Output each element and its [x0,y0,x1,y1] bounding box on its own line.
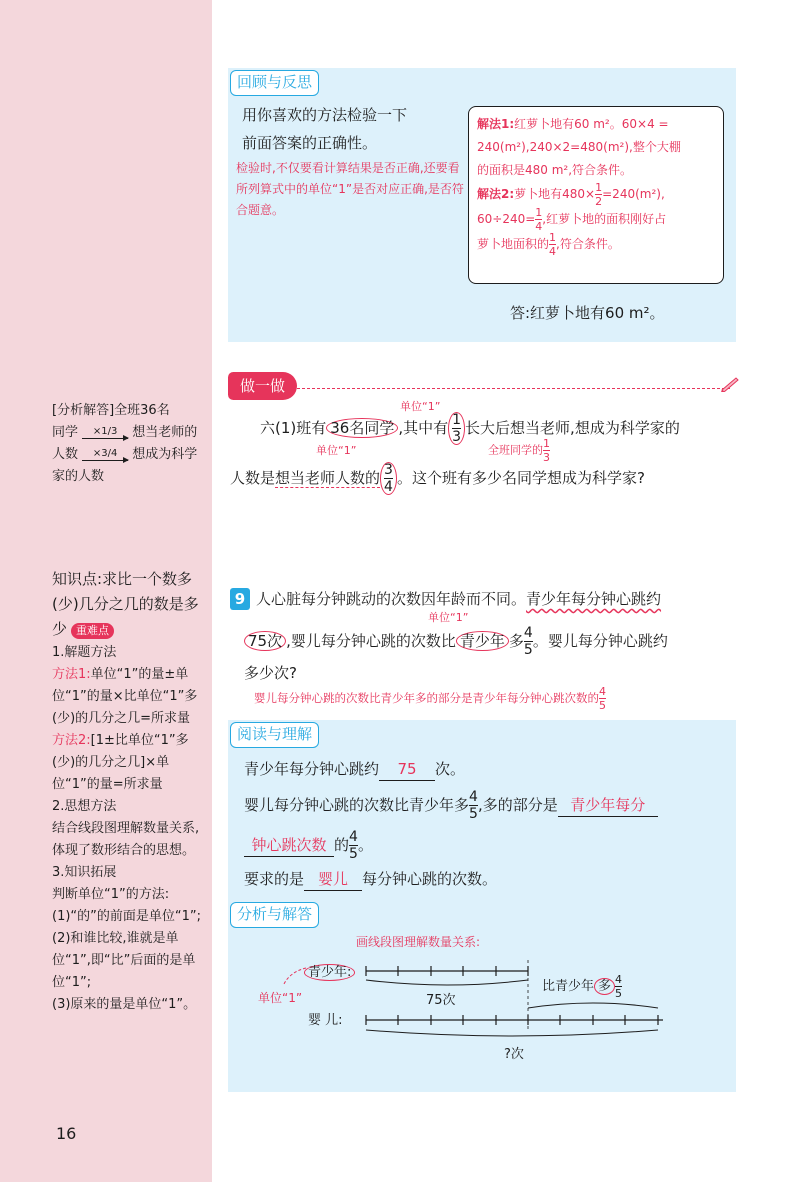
knowledge-title: 知识点:求比一个数多(少)几分之几的数是多少 [52,570,199,638]
fraction: $\frac{4}{5}$ [469,789,478,822]
knowledge-point-panel: 知识点:求比一个数多(少)几分之几的数是多少 重难点 1.解题方法 方法1:单位“1”的量±单位“1”的量×比单位“1”多(少)的几分之几=所求量 方法2:[1±比单位“1”多(少)的几分之几]×单位“1”的量=所求量 2.思想方法 结合线段图理解数量关系,体现了数形结合的思想。 3.知识拓展 判断单位“1”的方法: (1)“的”的前面是单位“1”; (2)和谁比较,谁就是单位“1”,即“比”后面的是单位“1”; (3)原来的量是单位“1”。 [52,567,204,1016]
baby-label: 婴 儿: [308,1013,343,1028]
sidebar-analysis: [分析解答]全班36名 同学 ×1/3 想当老师的 人数 ×3/4 想成为科学 家的人数 [52,403,198,484]
answer-blank: 婴儿 [304,868,362,891]
solution-box: 解法1:红萝卜地有60 m²。60×4 = 240(m²),240×2=480(m²),整个大棚 的面积是480 m²,符合条件。 解法2:萝卜地有480× $\frac{1}{2}$ =240(m²), 60÷240= $\frac{1}{4}$ ,红萝卜地的面积刚好占 萝卜地面积的 $\frac{1}{4}$ ,符合条件。 [468,106,724,284]
reading-line4: 要求的是 婴儿 每分钟心跳的次数。 [244,868,497,891]
fraction: $\frac{1}{2}$ [595,181,603,208]
unit-note-top: 单位“1” [400,400,441,413]
multiply-arrow: ×1/3 [82,426,128,439]
practice-tag: 做一做 [228,372,297,400]
analysis-tag: [分析解答] [52,403,115,418]
answer-blank: 75 [379,758,435,781]
practice-divider [282,388,730,389]
fraction: $\frac{1}{4}$ [549,231,557,258]
review-note: 检验时,不仅要看计算结果是否正确,还要看所列算式中的单位“1”是否对应正确,是否符合题意。 [236,161,464,217]
practice-line2: 人数是想当老师人数的 $\frac{3}{4}$ 。这个班有多少名同学想成为科学家? [230,462,645,495]
review-line2: 前面答案的正确性。 [242,134,378,152]
diagram-title: 画线段图理解数量关系: [356,935,481,949]
reading-tag: 阅读与理解 [230,722,319,748]
analysis-tag: 分析与解答 [230,902,319,928]
teen-label: 青少年: [304,962,355,984]
teen-value: 75次 [426,993,456,1008]
reading-line3: 钟心跳次数 的 $\frac{4}{5}$ 。 [244,830,373,861]
review-tag: 回顾与反思 [230,70,319,96]
extension-title: 3.知识拓展 [52,865,117,880]
whole-class-note: 全班同学的 $\frac{1}{3}$ [488,437,550,464]
thinking-title: 2.思想方法 [52,799,117,814]
reading-line1: 青少年每分钟心跳约 75 次。 [244,758,465,781]
reading-line2: 婴儿每分钟心跳的次数比青少年多 $\frac{4}{5}$ ,多的部分是 青少年每分 [244,790,734,821]
question-9-line2: 75次 ,婴儿每分钟心跳的次数比 青少年 多 $\frac{4}{5}$ 。婴儿每分钟心跳约 [244,626,744,657]
unit-note-q9: 单位“1” [428,611,469,624]
fraction: $\frac{1}{3}$ [448,412,465,445]
fraction: $\frac{4}{5}$ [349,829,358,862]
question-9-line3: 多少次? [244,664,297,682]
practice-line1: 六(1)班有 36名同学 ,其中有 $\frac{1}{3}$ 长大后想当老师,想成为科学家的 [260,412,680,445]
review-line1: 用你喜欢的方法检验一下 [242,106,408,124]
unit-note-left: 单位“1” [316,444,357,457]
more-label: 比青少年 多 $\frac{4}{5}$ [542,973,623,1000]
fraction: $\frac{3}{4}$ [380,462,397,495]
fraction: $\frac{4}{5}$ [523,625,533,658]
method-title: 1.解题方法 [52,645,117,660]
fraction: $\frac{1}{4}$ [535,206,543,233]
answer-blank: 青少年每分 [558,794,658,817]
answer-blank: 钟心跳次数 [244,834,334,857]
pencil-icon [720,376,740,392]
review-answer: 答:红萝卜地有60 m²。 [510,304,665,322]
question-9-note: 婴儿每分钟心跳的次数比青少年多的部分是青少年每分钟心跳次数的 $\frac{4}{5}$ [254,685,606,712]
total-label: ?次 [504,1047,524,1062]
question-number: 9 [230,588,250,610]
page-number: 16 [56,1124,77,1143]
multiply-arrow: ×3/4 [82,448,128,461]
key-point-badge: 重难点 [71,623,114,639]
question-9-line1: 9 人心脏每分钟跳动的次数因年龄而不同。青少年每分钟心跳约 [230,588,740,610]
unit-label: 单位“1” [258,991,303,1005]
